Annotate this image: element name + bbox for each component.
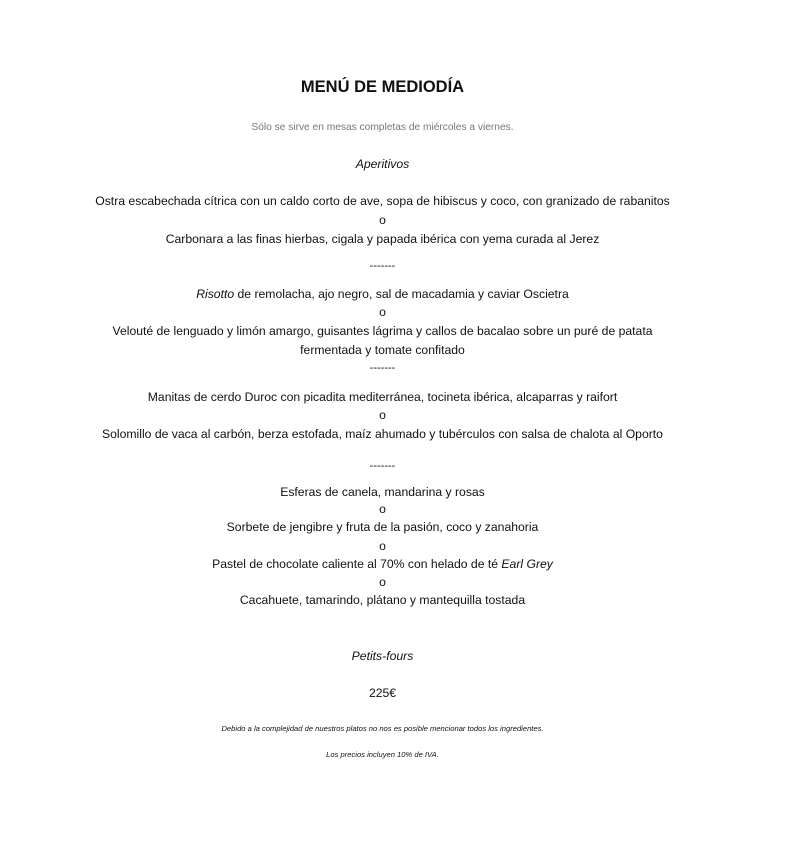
course2-option-a-italic: Risotto <box>196 287 235 301</box>
menu-price: 225€ <box>368 686 397 700</box>
footnote-ingredients: Debido a la complejidad de nuestros platos no nos es posible mencionar todos los ingredientes. <box>221 724 544 733</box>
course1-option-a: Ostra escabechada cítrica con un caldo corto de ave, sopa de hibiscus y coco, con granizado de rabanitos <box>95 194 670 208</box>
course2-option-a <box>60 285 705 303</box>
dessert-item-1: Esferas de canela, mandarina y rosas <box>280 485 485 499</box>
dessert-item-3-text: Pastel de chocolate caliente al 70% con helado de té <box>212 557 502 571</box>
dessert-or-2: o <box>379 539 386 553</box>
course2-option-b-line1: Velouté de lenguado y limón amargo, guisantes lágrima y callos de bacalao sobre un puré de patata <box>112 324 653 338</box>
dessert-item-3 <box>60 555 705 573</box>
dessert-or-3: o <box>379 575 386 589</box>
menu-subtitle: Sólo se sirve en mesas completas de miércoles a viernes. <box>251 122 514 133</box>
section-aperitivos: Aperitivos <box>355 157 410 171</box>
section-petits-fours: Petits-fours <box>351 649 414 663</box>
dessert-item-3-italic: Earl Grey <box>501 557 553 571</box>
course3-or: o <box>379 408 386 422</box>
course2-option-a-rest: de remolacha, ajo negro, sal de macadamia y caviar Oscietra <box>234 287 569 301</box>
course2-or: o <box>379 305 386 319</box>
course1-or: o <box>379 213 386 227</box>
dessert-item-4: Cacahuete, tamarindo, plátano y mantequilla tostada <box>239 593 526 607</box>
course2-option-b-line2: fermentada y tomate confitado <box>300 343 465 357</box>
course1-option-b: Carbonara a las finas hierbas, cigala y papada ibérica con yema curada al Jerez <box>165 232 600 246</box>
dessert-or-1: o <box>379 502 386 516</box>
page-title: MENÚ DE MEDIODÍA <box>300 78 465 96</box>
dessert-item-2: Sorbete de jengibre y fruta de la pasión, coco y zanahoria <box>226 520 539 534</box>
course3-option-b: Solomillo de vaca al carbón, berza estofada, maíz ahumado y tubérculos con salsa de chalota al Oporto <box>102 427 663 441</box>
separator-3: ------- <box>369 460 396 472</box>
footnote-vat: Los precios incluyen 10% de IVA. <box>326 750 439 759</box>
separator-2: ------- <box>369 362 396 374</box>
course3-option-a: Manitas de cerdo Duroc con picadita mediterránea, tocineta ibérica, alcaparras y raifort <box>147 390 618 404</box>
separator-1: ------- <box>369 260 396 272</box>
